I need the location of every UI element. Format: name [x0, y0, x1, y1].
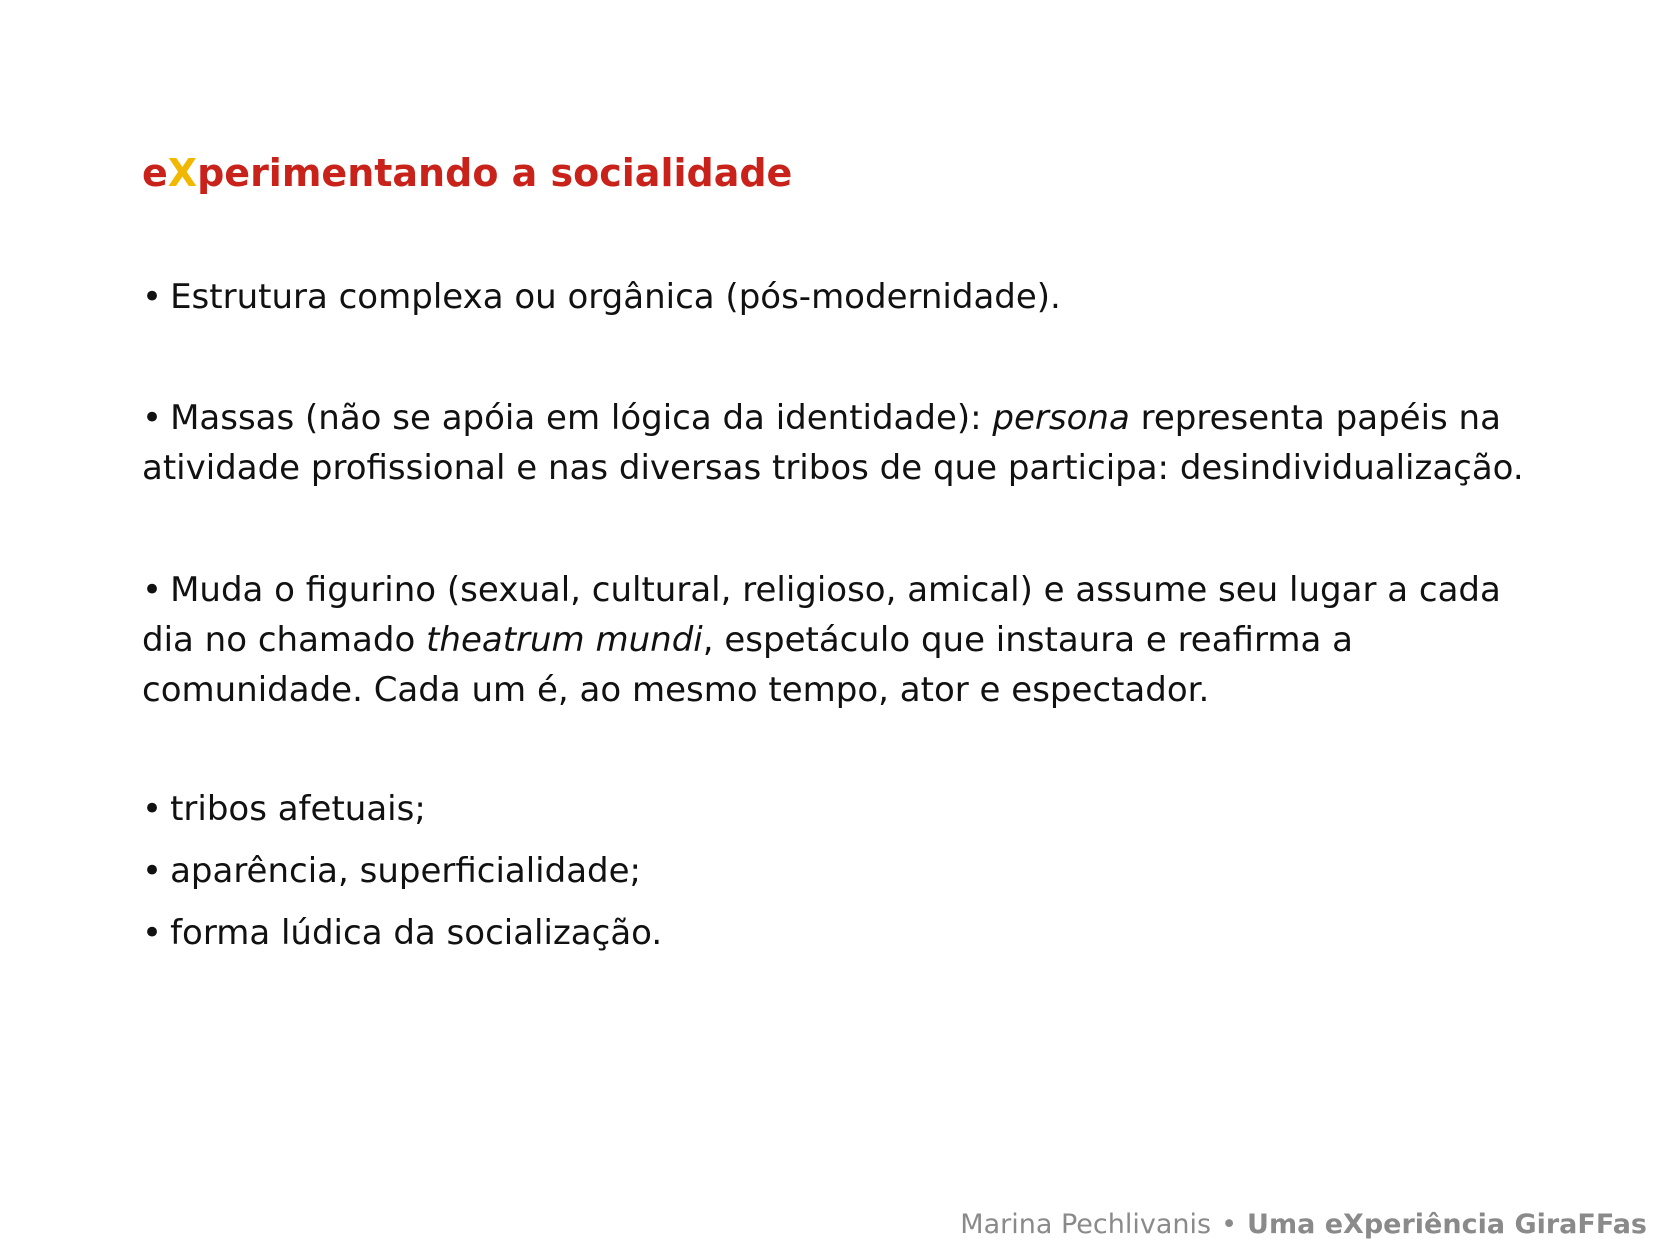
slide-footer [960, 1207, 1647, 1243]
bullet: • [142, 277, 163, 317]
list-item-text: tribos afetuais; [170, 789, 426, 829]
paragraph-structure [142, 272, 1562, 322]
bullet: • [142, 851, 163, 891]
paragraph-masses [142, 393, 1562, 493]
list-item [142, 846, 1562, 896]
list-item-text: forma lúdica da socialização. [170, 913, 663, 953]
list-item [142, 784, 1562, 834]
footer-author: Marina Pechlivanis [960, 1209, 1212, 1240]
italic-term-persona: persona [992, 398, 1130, 438]
title-accent-letter: X [167, 151, 198, 195]
footer-separator: • [1221, 1209, 1238, 1240]
bullet: • [142, 570, 163, 610]
footer-brand: Uma eXperiência GiraFFas [1247, 1209, 1647, 1240]
paragraph-theatrum-mundi [142, 565, 1562, 715]
paragraph-text: representa papéis na atividade profissional e nas diversas tribos de que participa: desindividualização. [142, 398, 1524, 488]
italic-term-theatrum-mundi: theatrum mundi [426, 620, 703, 660]
bullet: • [142, 398, 163, 438]
title-prefix: e [142, 151, 168, 195]
slide-title [142, 148, 792, 198]
bullet: • [142, 789, 163, 829]
list-item-text: aparência, superficialidade; [170, 851, 641, 891]
paragraph-text: , espetáculo que instaura e reafirma a comunidade. Cada um é, ao mesmo tempo, ator e espectador. [142, 620, 1353, 710]
title-rest: perimentando a socialidade [197, 151, 793, 195]
paragraph-text: Estrutura complexa ou orgânica (pós-modernidade). [170, 277, 1061, 317]
paragraph-text: Massas (não se apóia em lógica da identidade): [170, 398, 993, 438]
list-item [142, 908, 1562, 958]
paragraph-text: Muda o figurino (sexual, cultural, religioso, amical) e assume seu lugar a cada dia no chamado [142, 570, 1501, 660]
bullet: • [142, 913, 163, 953]
